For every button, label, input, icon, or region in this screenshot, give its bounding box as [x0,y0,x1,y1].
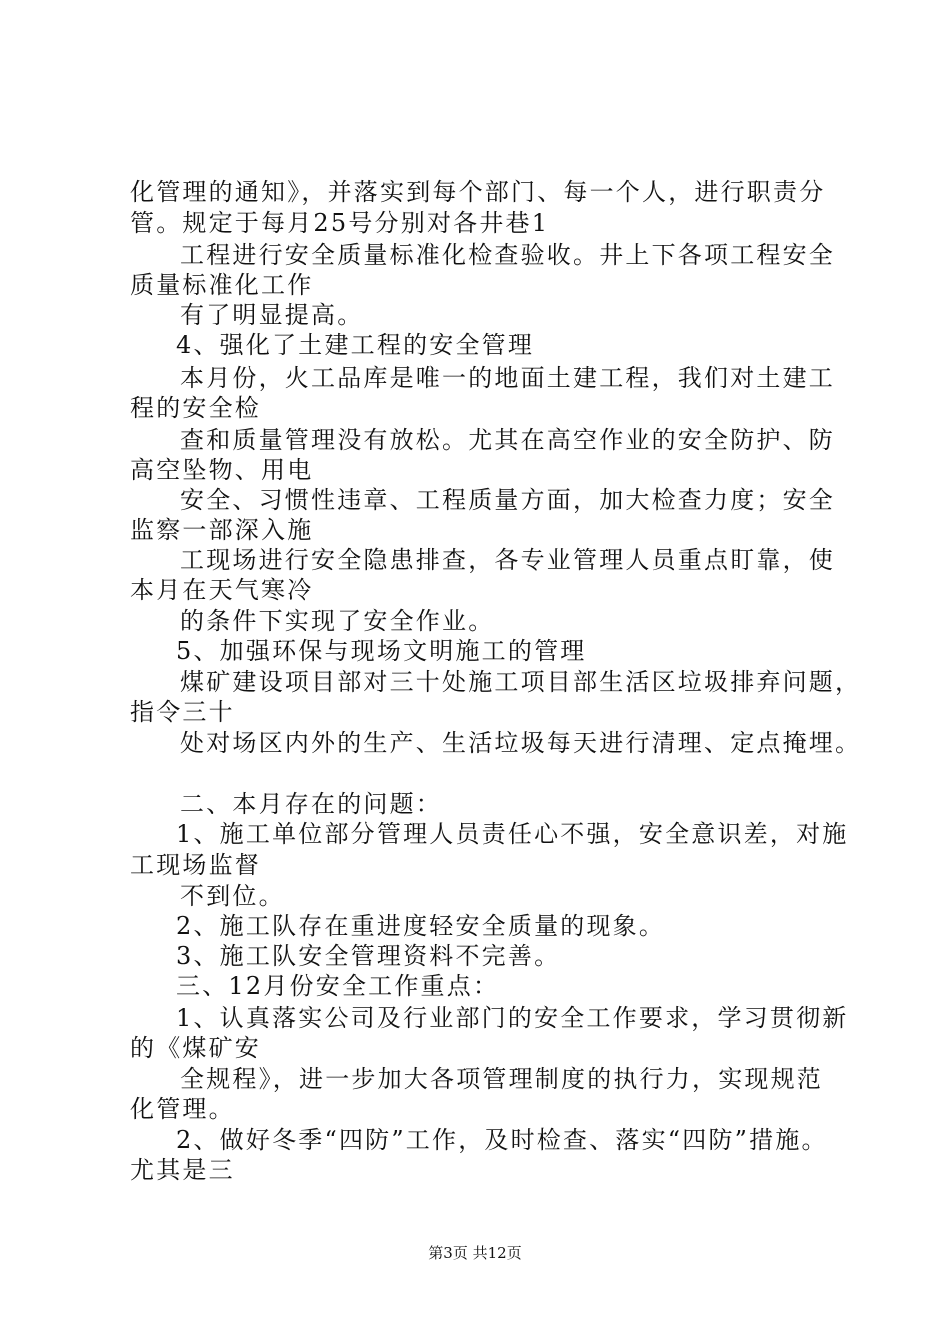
text-line-21: 1、施工单位部分管理人员责任心不强，安全意识差，对施 [176,820,849,848]
section-heading-problems: 二、本月存在的问题： [180,790,442,818]
text-line-25: 3、施工队安全管理资料不完善。 [176,942,561,970]
text-line-24: 2、施工队存在重进度轻安全质量的现象。 [176,912,666,940]
text-line-2: 管。规定于每月25号分别对各井巷1 [130,209,550,237]
text-line-7: 本月份，火工品库是唯一的地面土建工程，我们对土建工 [180,364,835,392]
text-line-4: 质量标准化工作 [130,271,314,299]
text-line-8: 程的安全检 [130,394,261,422]
text-line-14: 本月在天气寒冷 [130,576,314,604]
text-line-23: 不到位。 [180,882,285,910]
text-line-31: 2、做好冬季“四防”工作，及时检查、落实“四防”措施。 [176,1126,828,1154]
section-heading-focus: 三、12月份安全工作重点： [176,972,500,1000]
text-line-1: 化管理的通知》，并落实到每个部门、每一个人，进行职责分 [130,178,826,206]
text-line-13: 工现场进行安全隐患排查，各专业管理人员重点盯靠，使 [180,546,835,574]
text-line-5: 有了明显提高。 [180,301,364,329]
text-line-11: 安全、习惯性违章、工程质量方面，加大检查力度；安全 [180,486,835,514]
text-line-17: 煤矿建设项目部对三十处施工项目部生活区垃圾排弃问题， [180,668,862,696]
text-line-32: 尤其是三 [130,1156,235,1184]
text-line-22: 工现场监督 [130,851,261,879]
text-line-30: 化管理。 [130,1095,235,1123]
text-line-12: 监察一部深入施 [130,516,314,544]
text-line-15: 的条件下实现了安全作业。 [180,607,495,635]
section-heading-5: 5、加强环保与现场文明施工的管理 [176,637,587,665]
section-heading-4: 4、强化了土建工程的安全管理 [176,331,535,359]
page-footer: 第3页 共12页 [428,1244,522,1262]
text-line-27: 1、认真落实公司及行业部门的安全工作要求，学习贯彻新 [176,1004,849,1032]
text-line-3: 工程进行安全质量标准化检查验收。井上下各项工程安全 [180,241,835,269]
text-line-10: 高空坠物、用电 [130,456,314,484]
text-line-28: 的《煤矿安 [130,1034,261,1062]
text-line-18: 指令三十 [130,698,235,726]
text-line-29: 全规程》，进一步加大各项管理制度的执行力，实现规范 [180,1065,823,1093]
text-line-9: 查和质量管理没有放松。尤其在高空作业的安全防护、防 [180,426,835,454]
text-line-19: 处对场区内外的生产、生活垃圾每天进行清理、定点掩埋。 [180,729,862,757]
